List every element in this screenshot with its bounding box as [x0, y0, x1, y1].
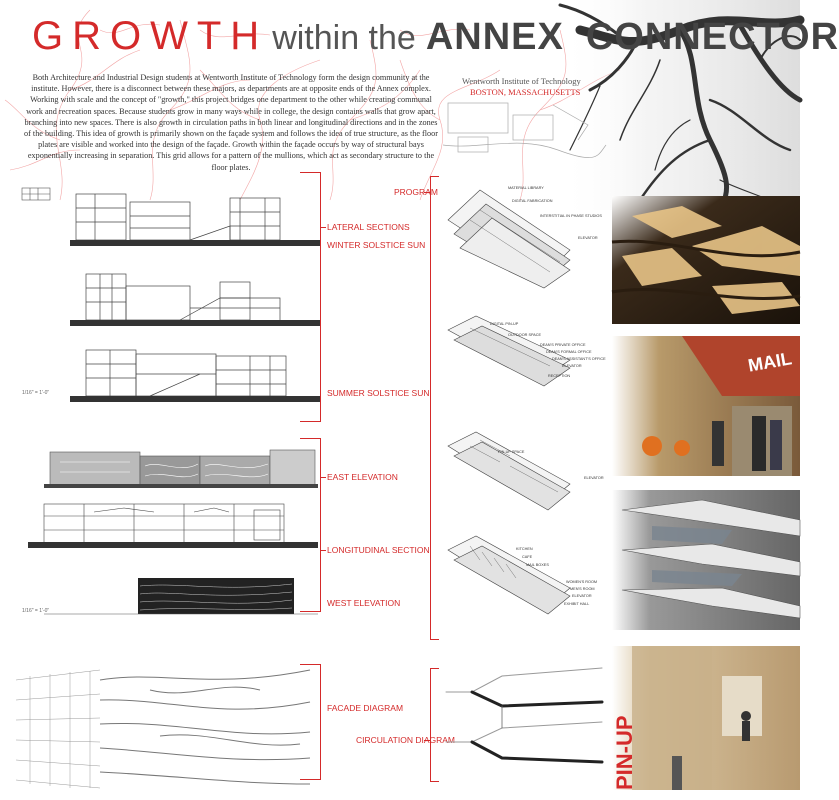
east-elevation-drawing	[40, 440, 320, 490]
site-plan	[438, 95, 608, 160]
bracket-tick	[320, 477, 326, 478]
label-west-elevation: WEST ELEVATION	[327, 598, 401, 608]
axo2-note-3: DEAN'S PRIVATE OFFICE	[540, 343, 586, 347]
lateral-section-2	[40, 268, 320, 330]
facade-diagram-drawing	[10, 660, 320, 790]
axo2-note-1: DIGITAL PIN-UP	[490, 322, 519, 326]
scale-note-2: 1/16" = 1'-0"	[22, 608, 50, 614]
pinup-sign-text: PIN-UP	[612, 715, 637, 790]
institution-name: Wentworth Institute of Technology	[462, 76, 581, 86]
label-east-elevation: EAST ELEVATION	[327, 472, 398, 482]
label-winter-sun: WINTER SOLSTICE SUN	[327, 240, 426, 250]
title-annex: ANNEX	[425, 16, 564, 58]
label-circulation-diagram: CIRCULATION DIAGRAM	[356, 735, 456, 745]
scale-note-1: 1/16" = 1'-0"	[22, 390, 50, 396]
lateral-section-3	[40, 344, 320, 406]
program-axo-1	[440, 180, 580, 290]
mail-sign-text: MAIL	[746, 348, 794, 376]
title-growth: GROWTH	[32, 14, 269, 58]
axo2-note-7: RECEPTION	[548, 374, 571, 378]
label-facade-diagram: FACADE DIAGRAM	[327, 703, 404, 713]
project-location: BOSTON, MASSACHUSETTS	[470, 87, 581, 97]
axo4-note-6: ELEVATOR	[572, 594, 592, 598]
axo1-note-1: MATERIAL LIBRARY	[508, 186, 544, 190]
circulation-diagram-drawing	[442, 662, 612, 782]
lateral-section-1	[40, 186, 320, 250]
program-bracket	[430, 176, 439, 640]
label-program: PROGRAM	[394, 187, 438, 197]
program-axo-3	[440, 426, 580, 512]
circulation-bracket	[430, 668, 439, 782]
program-axo-4	[440, 530, 580, 616]
interior-pinup-photo	[612, 646, 800, 790]
axo1-note-3: INTERSTITIAL IN PHASE STUDIOS	[540, 214, 602, 218]
poster-title	[32, 14, 839, 59]
label-summer-sun: SUMMER SOLSTICE SUN	[327, 388, 430, 398]
elevations-bracket	[300, 438, 321, 612]
axo2-note-2: OUTDOOR SPACE	[508, 333, 542, 337]
axo4-note-2: CAFE	[522, 555, 533, 559]
axo3-note-1: PIN-UP SPACE	[498, 450, 525, 454]
sections-bracket	[300, 172, 321, 422]
axo2-note-5: DEAN'S ASSISTANT'S OFFICE	[552, 357, 606, 361]
intro-paragraph: Both Architecture and Industrial Design students at Wentworth Institute of Technology form the design community at the institute. However, there is a disconnect between these majors, as departments are at opposite ends of the Annex complex. Working with scale and the concept of "growth," this project bridges one department to the other while creating communal work and recreation spaces. Because students grow in many ways while in college, the design contains walls that grow apart, branching into new spaces. There is also growth in circulation paths in both linear and longitudinal directions and in the zones of the building. This idea of growth is primarily shown on the façade system and follows the idea of true structure, as the floor plates are visible and worked into the design of the façade. Growth within the façade occurs by way of structural bays exponentially increasing in separation. This grid allows for a pattern of the mullions, which act as secondary structure to the floor plates.	[24, 73, 438, 172]
axo3-note-2: ELEVATOR	[584, 476, 604, 480]
label-longitudinal-section: LONGITUDINAL SECTION	[327, 545, 430, 555]
bracket-tick	[320, 550, 326, 551]
axo2-note-4: DEAN'S FORMAL OFFICE	[546, 350, 592, 354]
title-connector: CONNECTOR	[585, 16, 839, 58]
label-lateral-sections: LATERAL SECTIONS	[327, 222, 410, 232]
facade-render-photo-1	[612, 196, 800, 324]
facade-bracket	[300, 664, 321, 780]
axo4-note-1: KITCHEN	[516, 547, 533, 551]
axo4-note-3: MAIL BOXES	[526, 563, 549, 567]
bracket-tick	[320, 227, 326, 228]
axo2-note-6: ELEVATOR	[562, 364, 582, 368]
facade-render-photo-2	[612, 490, 800, 630]
axo1-note-2: DIGITAL FABRICATION	[512, 199, 553, 203]
axo4-note-4: WOMEN'S ROOM	[566, 580, 598, 584]
west-elevation-drawing	[40, 572, 320, 616]
axo4-note-7: EXHIBIT HALL	[564, 602, 590, 606]
axo1-note-4: ELEVATOR	[578, 236, 598, 240]
axo4-note-5: MEN'S ROOM	[570, 587, 595, 591]
longitudinal-section-drawing	[24, 498, 320, 552]
title-within: within the	[272, 19, 416, 57]
